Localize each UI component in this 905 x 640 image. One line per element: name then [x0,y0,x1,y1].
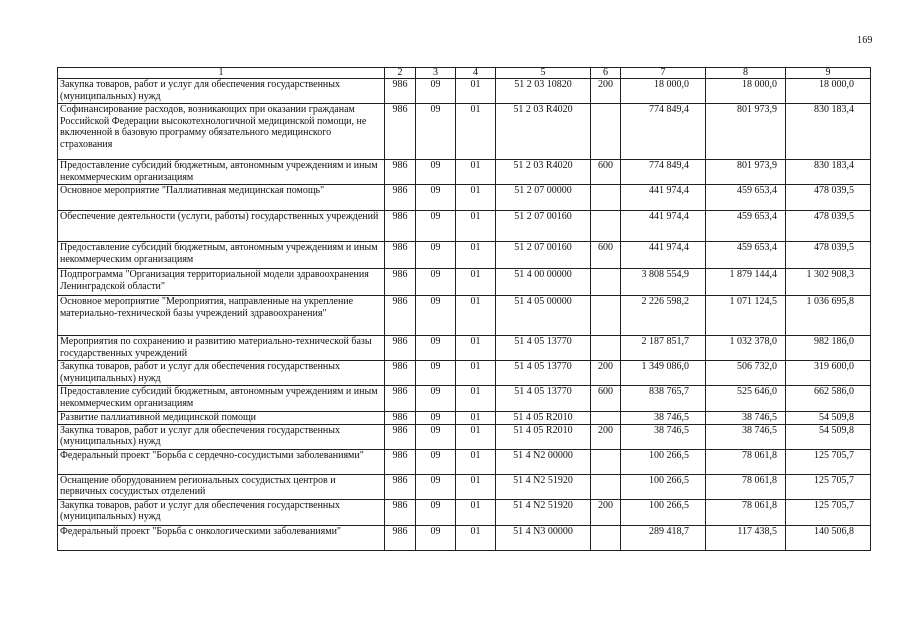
row-amount-year3: 140 506,8 [786,525,871,550]
row-code-target: 51 4 05 00000 [496,296,591,336]
row-amount-year3: 1 302 908,3 [786,269,871,296]
row-name: Закупка товаров, работ и услуг для обеспечения государственных (муниципальных) нужд [58,424,385,449]
table-body [58,79,871,551]
row-code-type [591,525,621,550]
row-code-section: 09 [416,211,456,242]
row-code-section: 09 [416,474,456,499]
row-code-target: 51 4 05 13770 [496,386,591,412]
row-amount-year1: 774 849,4 [621,160,706,185]
row-code-section: 09 [416,242,456,269]
row-code-admin: 986 [385,104,416,160]
row-code-admin: 986 [385,361,416,386]
row-code-section: 09 [416,296,456,336]
row-code-subsection: 01 [456,361,496,386]
row-code-type [591,449,621,474]
row-code-type: 600 [591,386,621,412]
table-row [58,525,871,550]
row-code-type: 200 [591,361,621,386]
row-code-target: 51 4 05 13770 [496,336,591,361]
row-code-admin: 986 [385,79,416,104]
table-row [58,296,871,336]
row-name: Подпрограмма "Организация территориальной модели здравоохранения Ленинградской области" [58,269,385,296]
row-amount-year2: 459 653,4 [706,211,786,242]
table-row [58,474,871,499]
row-code-subsection: 01 [456,296,496,336]
row-code-target: 51 4 N2 00000 [496,449,591,474]
table-row [58,424,871,449]
row-amount-year2: 1 879 144,4 [706,269,786,296]
row-code-section: 09 [416,361,456,386]
row-code-admin: 986 [385,449,416,474]
header-cell-9: 9 [786,68,871,79]
row-code-subsection: 01 [456,104,496,160]
budget-table [57,67,871,551]
header-cell-4: 4 [456,68,496,79]
row-name: Мероприятия по сохранению и развитию материально-технической базы государственных учреждений [58,336,385,361]
row-name: Оснащение оборудованием региональных сосудистых центров и первичных сосудистых отделений [58,474,385,499]
header-cell-1: 1 [58,68,385,79]
table-row [58,104,871,160]
row-code-subsection: 01 [456,525,496,550]
row-amount-year2: 117 438,5 [706,525,786,550]
row-amount-year2: 38 746,5 [706,412,786,425]
row-name: Предоставление субсидий бюджетным, автономным учреждениям и иным некоммерческим организациям [58,386,385,412]
row-code-section: 09 [416,449,456,474]
row-code-target: 51 4 05 R2010 [496,424,591,449]
row-code-type [591,474,621,499]
row-code-subsection: 01 [456,160,496,185]
row-code-type: 200 [591,424,621,449]
row-amount-year2: 1 071 124,5 [706,296,786,336]
table-row [58,412,871,425]
page-number: 169 [857,35,873,46]
row-name: Софинансирование расходов, возникающих при оказании гражданам Российской Федерации высокотехнологичной медицинской помощи, не включенной в базовую программу обязательного медицинского страхования [58,104,385,160]
row-code-type: 200 [591,499,621,525]
row-amount-year3: 662 586,0 [786,386,871,412]
row-amount-year2: 78 061,8 [706,499,786,525]
row-code-subsection: 01 [456,499,496,525]
table-row [58,386,871,412]
row-code-target: 51 2 03 R4020 [496,104,591,160]
row-code-admin: 986 [385,474,416,499]
row-amount-year2: 459 653,4 [706,185,786,211]
row-code-admin: 986 [385,386,416,412]
row-code-type: 600 [591,242,621,269]
row-code-admin: 986 [385,336,416,361]
row-amount-year2: 78 061,8 [706,449,786,474]
row-code-type [591,185,621,211]
row-code-target: 51 4 00 00000 [496,269,591,296]
row-amount-year3: 125 705,7 [786,499,871,525]
row-amount-year1: 289 418,7 [621,525,706,550]
row-amount-year2: 1 032 378,0 [706,336,786,361]
row-code-target: 51 2 07 00000 [496,185,591,211]
row-amount-year1: 18 000,0 [621,79,706,104]
header-cell-8: 8 [706,68,786,79]
row-code-section: 09 [416,104,456,160]
row-code-admin: 986 [385,185,416,211]
table-row [58,336,871,361]
row-amount-year1: 774 849,4 [621,104,706,160]
row-code-admin: 986 [385,242,416,269]
header-cell-3: 3 [416,68,456,79]
row-code-admin: 986 [385,412,416,425]
row-amount-year1: 100 266,5 [621,474,706,499]
row-code-section: 09 [416,499,456,525]
row-code-section: 09 [416,336,456,361]
row-code-type [591,336,621,361]
row-code-subsection: 01 [456,185,496,211]
row-name: Развитие паллиативной медицинской помощи [58,412,385,425]
row-code-target: 51 2 07 00160 [496,242,591,269]
row-amount-year2: 459 653,4 [706,242,786,269]
row-code-subsection: 01 [456,449,496,474]
row-code-subsection: 01 [456,474,496,499]
row-code-section: 09 [416,386,456,412]
row-code-admin: 986 [385,269,416,296]
row-amount-year1: 441 974,4 [621,185,706,211]
row-amount-year1: 838 765,7 [621,386,706,412]
row-code-target: 51 4 N2 51920 [496,474,591,499]
row-code-target: 51 4 N2 51920 [496,499,591,525]
row-amount-year3: 319 600,0 [786,361,871,386]
row-code-target: 51 4 05 13770 [496,361,591,386]
table-row [58,499,871,525]
row-name: Обеспечение деятельности (услуги, работы) государственных учреждений [58,211,385,242]
table-row [58,185,871,211]
row-amount-year3: 1 036 695,8 [786,296,871,336]
row-amount-year1: 38 746,5 [621,424,706,449]
row-amount-year1: 2 226 598,2 [621,296,706,336]
row-amount-year3: 478 039,5 [786,242,871,269]
row-name: Закупка товаров, работ и услуг для обеспечения государственных (муниципальных) нужд [58,499,385,525]
row-code-admin: 986 [385,499,416,525]
row-code-target: 51 2 07 00160 [496,211,591,242]
table-row [58,449,871,474]
row-amount-year3: 830 183,4 [786,160,871,185]
row-code-section: 09 [416,424,456,449]
row-code-admin: 986 [385,525,416,550]
row-amount-year2: 78 061,8 [706,474,786,499]
header-cell-6: 6 [591,68,621,79]
row-amount-year1: 441 974,4 [621,242,706,269]
row-code-type [591,269,621,296]
row-code-type [591,296,621,336]
row-amount-year1: 100 266,5 [621,449,706,474]
row-amount-year2: 801 973,9 [706,160,786,185]
header-cell-5: 5 [496,68,591,79]
row-code-target: 51 2 03 10820 [496,79,591,104]
row-amount-year2: 525 646,0 [706,386,786,412]
row-code-target: 51 4 05 R2010 [496,412,591,425]
row-name: Предоставление субсидий бюджетным, автономным учреждениям и иным некоммерческим организациям [58,160,385,185]
row-code-subsection: 01 [456,386,496,412]
row-code-type [591,104,621,160]
row-amount-year1: 1 349 086,0 [621,361,706,386]
row-code-subsection: 01 [456,211,496,242]
row-amount-year3: 125 705,7 [786,449,871,474]
row-amount-year1: 2 187 851,7 [621,336,706,361]
row-code-subsection: 01 [456,412,496,425]
row-amount-year3: 54 509,8 [786,412,871,425]
row-amount-year2: 38 746,5 [706,424,786,449]
row-code-subsection: 01 [456,79,496,104]
row-code-section: 09 [416,525,456,550]
row-amount-year1: 38 746,5 [621,412,706,425]
row-amount-year2: 18 000,0 [706,79,786,104]
row-name: Федеральный проект "Борьба с сердечно-сосудистыми заболеваниями" [58,449,385,474]
row-amount-year1: 100 266,5 [621,499,706,525]
row-code-type [591,412,621,425]
table-row [58,211,871,242]
row-code-target: 51 2 03 R4020 [496,160,591,185]
row-amount-year1: 441 974,4 [621,211,706,242]
table-row [58,269,871,296]
table-row [58,160,871,185]
row-name: Закупка товаров, работ и услуг для обеспечения государственных (муниципальных) нужд [58,361,385,386]
row-code-subsection: 01 [456,269,496,296]
row-code-section: 09 [416,79,456,104]
row-name: Федеральный проект "Борьба с онкологическими заболеваниями" [58,525,385,550]
row-amount-year3: 478 039,5 [786,211,871,242]
header-cell-2: 2 [385,68,416,79]
row-amount-year1: 3 808 554,9 [621,269,706,296]
row-code-section: 09 [416,269,456,296]
row-code-admin: 986 [385,211,416,242]
row-code-target: 51 4 N3 00000 [496,525,591,550]
header-cell-7: 7 [621,68,706,79]
row-amount-year3: 125 705,7 [786,474,871,499]
row-amount-year2: 506 732,0 [706,361,786,386]
row-code-subsection: 01 [456,336,496,361]
row-code-subsection: 01 [456,242,496,269]
row-code-type: 600 [591,160,621,185]
row-code-admin: 986 [385,424,416,449]
row-amount-year3: 478 039,5 [786,185,871,211]
table-row [58,79,871,104]
row-code-type [591,211,621,242]
row-name: Закупка товаров, работ и услуг для обеспечения государственных (муниципальных) нужд [58,79,385,104]
row-name: Основное мероприятие "Мероприятия, направленные на укрепление материально-технической базы учреждений здравоохранения" [58,296,385,336]
row-code-type: 200 [591,79,621,104]
row-code-section: 09 [416,160,456,185]
table-row [58,242,871,269]
row-name: Основное мероприятие "Паллиативная медицинская помощь" [58,185,385,211]
row-amount-year3: 982 186,0 [786,336,871,361]
row-code-subsection: 01 [456,424,496,449]
row-amount-year3: 54 509,8 [786,424,871,449]
row-amount-year3: 830 183,4 [786,104,871,160]
row-code-section: 09 [416,185,456,211]
header-row [58,68,871,79]
row-code-admin: 986 [385,160,416,185]
row-amount-year3: 18 000,0 [786,79,871,104]
row-code-admin: 986 [385,296,416,336]
table-row [58,361,871,386]
row-name: Предоставление субсидий бюджетным, автономным учреждениям и иным некоммерческим организациям [58,242,385,269]
row-code-section: 09 [416,412,456,425]
row-amount-year2: 801 973,9 [706,104,786,160]
